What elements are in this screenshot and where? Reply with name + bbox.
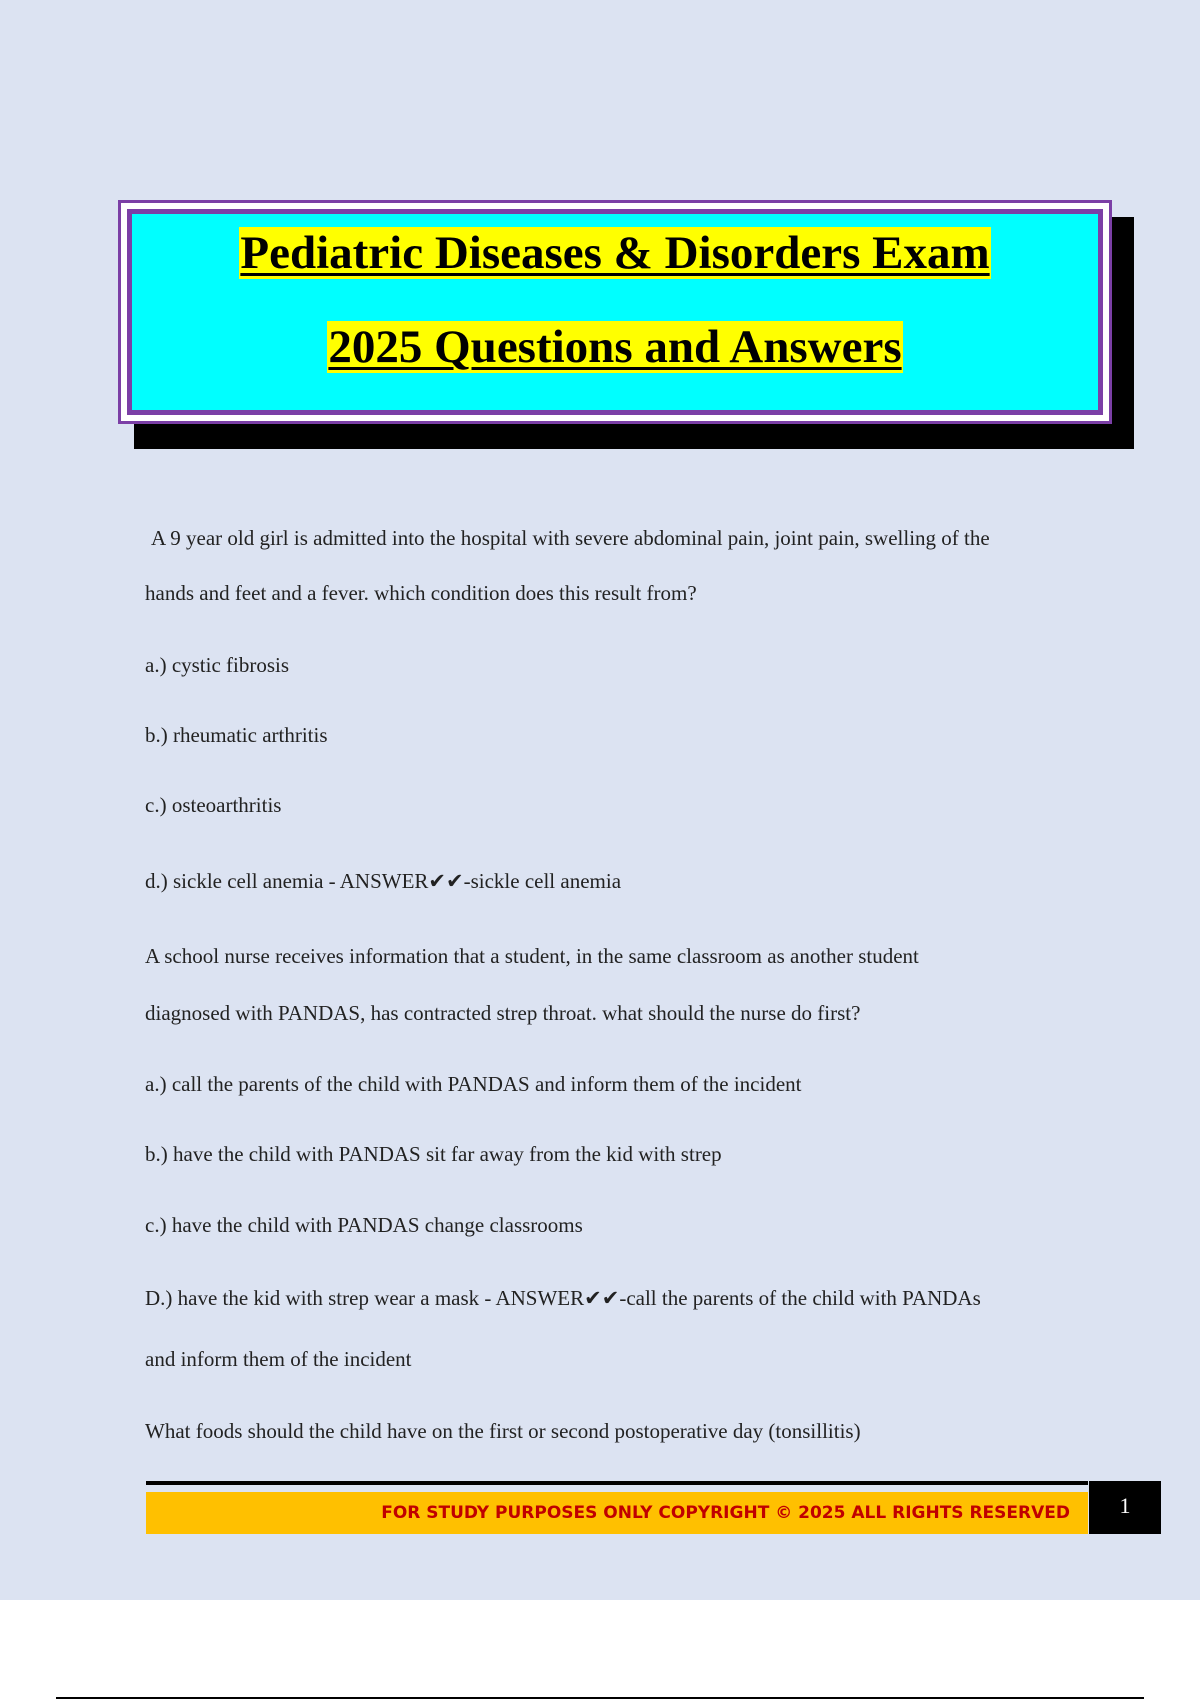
question-2-option-b: b.) have the child with PANDAS sit far away from the kid with strep bbox=[145, 1142, 722, 1166]
question-1-option-b: b.) rheumatic arthritis bbox=[145, 723, 328, 747]
question-1-option-a: a.) cystic fibrosis bbox=[145, 653, 290, 677]
question-2-option-d-answer-line-1: D.) have the kid with strep wear a mask - ANSWER✔✔-call the parents of the child with PANDAs bbox=[145, 1286, 981, 1310]
title-box-inner bbox=[127, 209, 1103, 415]
footer-divider bbox=[146, 1481, 1088, 1485]
question-1-option-d-answer: d.) sickle cell anemia - ANSWER✔✔-sickle cell anemia bbox=[145, 869, 622, 893]
title-line-1: Pediatric Diseases & Disorders Exam bbox=[240, 227, 990, 279]
next-page-rule bbox=[56, 1697, 1144, 1699]
title-line-1-container bbox=[132, 224, 1098, 282]
question-1-option-c: c.) osteoarthritis bbox=[145, 793, 282, 817]
title-line-2: 2025 Questions and Answers bbox=[328, 321, 902, 373]
title-line-2-container bbox=[132, 318, 1098, 376]
footer-copyright-text: FOR STUDY PURPOSES ONLY COPYRIGHT © 2025 ALL RIGHTS RESERVED bbox=[381, 1503, 1070, 1523]
footer-copyright-bar bbox=[146, 1492, 1088, 1534]
question-3-line-1: What foods should the child have on the first or second postoperative day (tonsillitis) bbox=[145, 1419, 861, 1443]
question-1-line-2: hands and feet and a fever. which condition does this result from? bbox=[145, 581, 697, 605]
title-box bbox=[118, 200, 1112, 424]
question-2-line-1: A school nurse receives information that a student, in the same classroom as another student bbox=[145, 944, 919, 968]
question-2-option-d-answer-line-2: and inform them of the incident bbox=[145, 1347, 412, 1371]
question-1-line-1: A 9 year old girl is admitted into the hospital with severe abdominal pain, joint pain, swelling of the bbox=[151, 526, 990, 550]
question-2-option-c: c.) have the child with PANDAS change classrooms bbox=[145, 1213, 583, 1237]
question-2-option-a: a.) call the parents of the child with PANDAS and inform them of the incident bbox=[145, 1072, 802, 1096]
page-number: 1 bbox=[1089, 1481, 1161, 1534]
question-2-line-2: diagnosed with PANDAS, has contracted strep throat. what should the nurse do first? bbox=[145, 1001, 861, 1025]
